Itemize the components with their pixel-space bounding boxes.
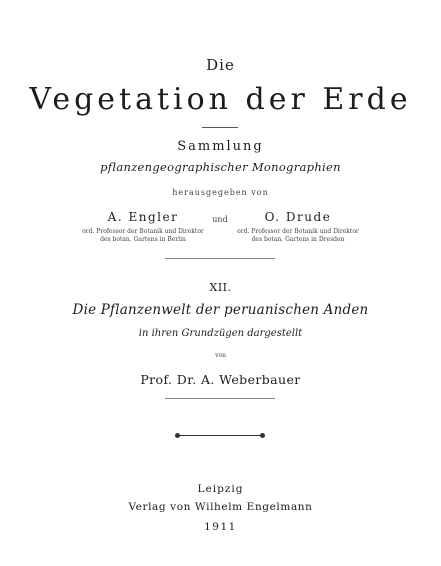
publication-year: 1911 bbox=[204, 521, 237, 533]
editor-2-institution: des botan. Gartens in Dresden bbox=[251, 236, 345, 243]
title-divider bbox=[202, 127, 238, 128]
ornament-dot-left bbox=[175, 433, 180, 438]
author-name: Prof. Dr. A. Weberbauer bbox=[140, 372, 301, 387]
editor-1-role: ord. Professor der Botanik und Direktor bbox=[82, 228, 204, 235]
ornament-line bbox=[175, 435, 265, 436]
editors-and: und bbox=[212, 215, 228, 224]
publisher: Verlag von Wilhelm Engelmann bbox=[128, 501, 313, 513]
editor-2-role: ord. Professor der Botanik und Direktor bbox=[237, 228, 359, 235]
volume-number: XII. bbox=[209, 281, 232, 294]
editors-intro: herausgegeben von bbox=[172, 188, 269, 197]
editor-2-name: O. Drude bbox=[264, 210, 332, 224]
collection-label: Sammlung bbox=[177, 139, 264, 154]
book-subtitle: in ihren Grundzügen dargestellt bbox=[138, 328, 303, 339]
series-word: Die bbox=[206, 56, 235, 74]
editor-1-institution: des botan. Gartens in Berlin bbox=[100, 236, 186, 243]
section-divider-1 bbox=[165, 258, 275, 259]
ornament-dot-right bbox=[260, 433, 265, 438]
by-label: von bbox=[215, 352, 226, 359]
book-title: Die Pflanzenwelt der peruanischen Anden bbox=[72, 302, 369, 318]
section-divider-2 bbox=[165, 398, 275, 399]
editor-1-name: A. Engler bbox=[107, 210, 179, 224]
publication-city: Leipzig bbox=[197, 483, 244, 495]
ornament-divider bbox=[175, 433, 265, 439]
main-title: Vegetation der Erde bbox=[29, 82, 412, 117]
collection-subtitle: pflanzengeographischer Monographien bbox=[100, 160, 341, 174]
